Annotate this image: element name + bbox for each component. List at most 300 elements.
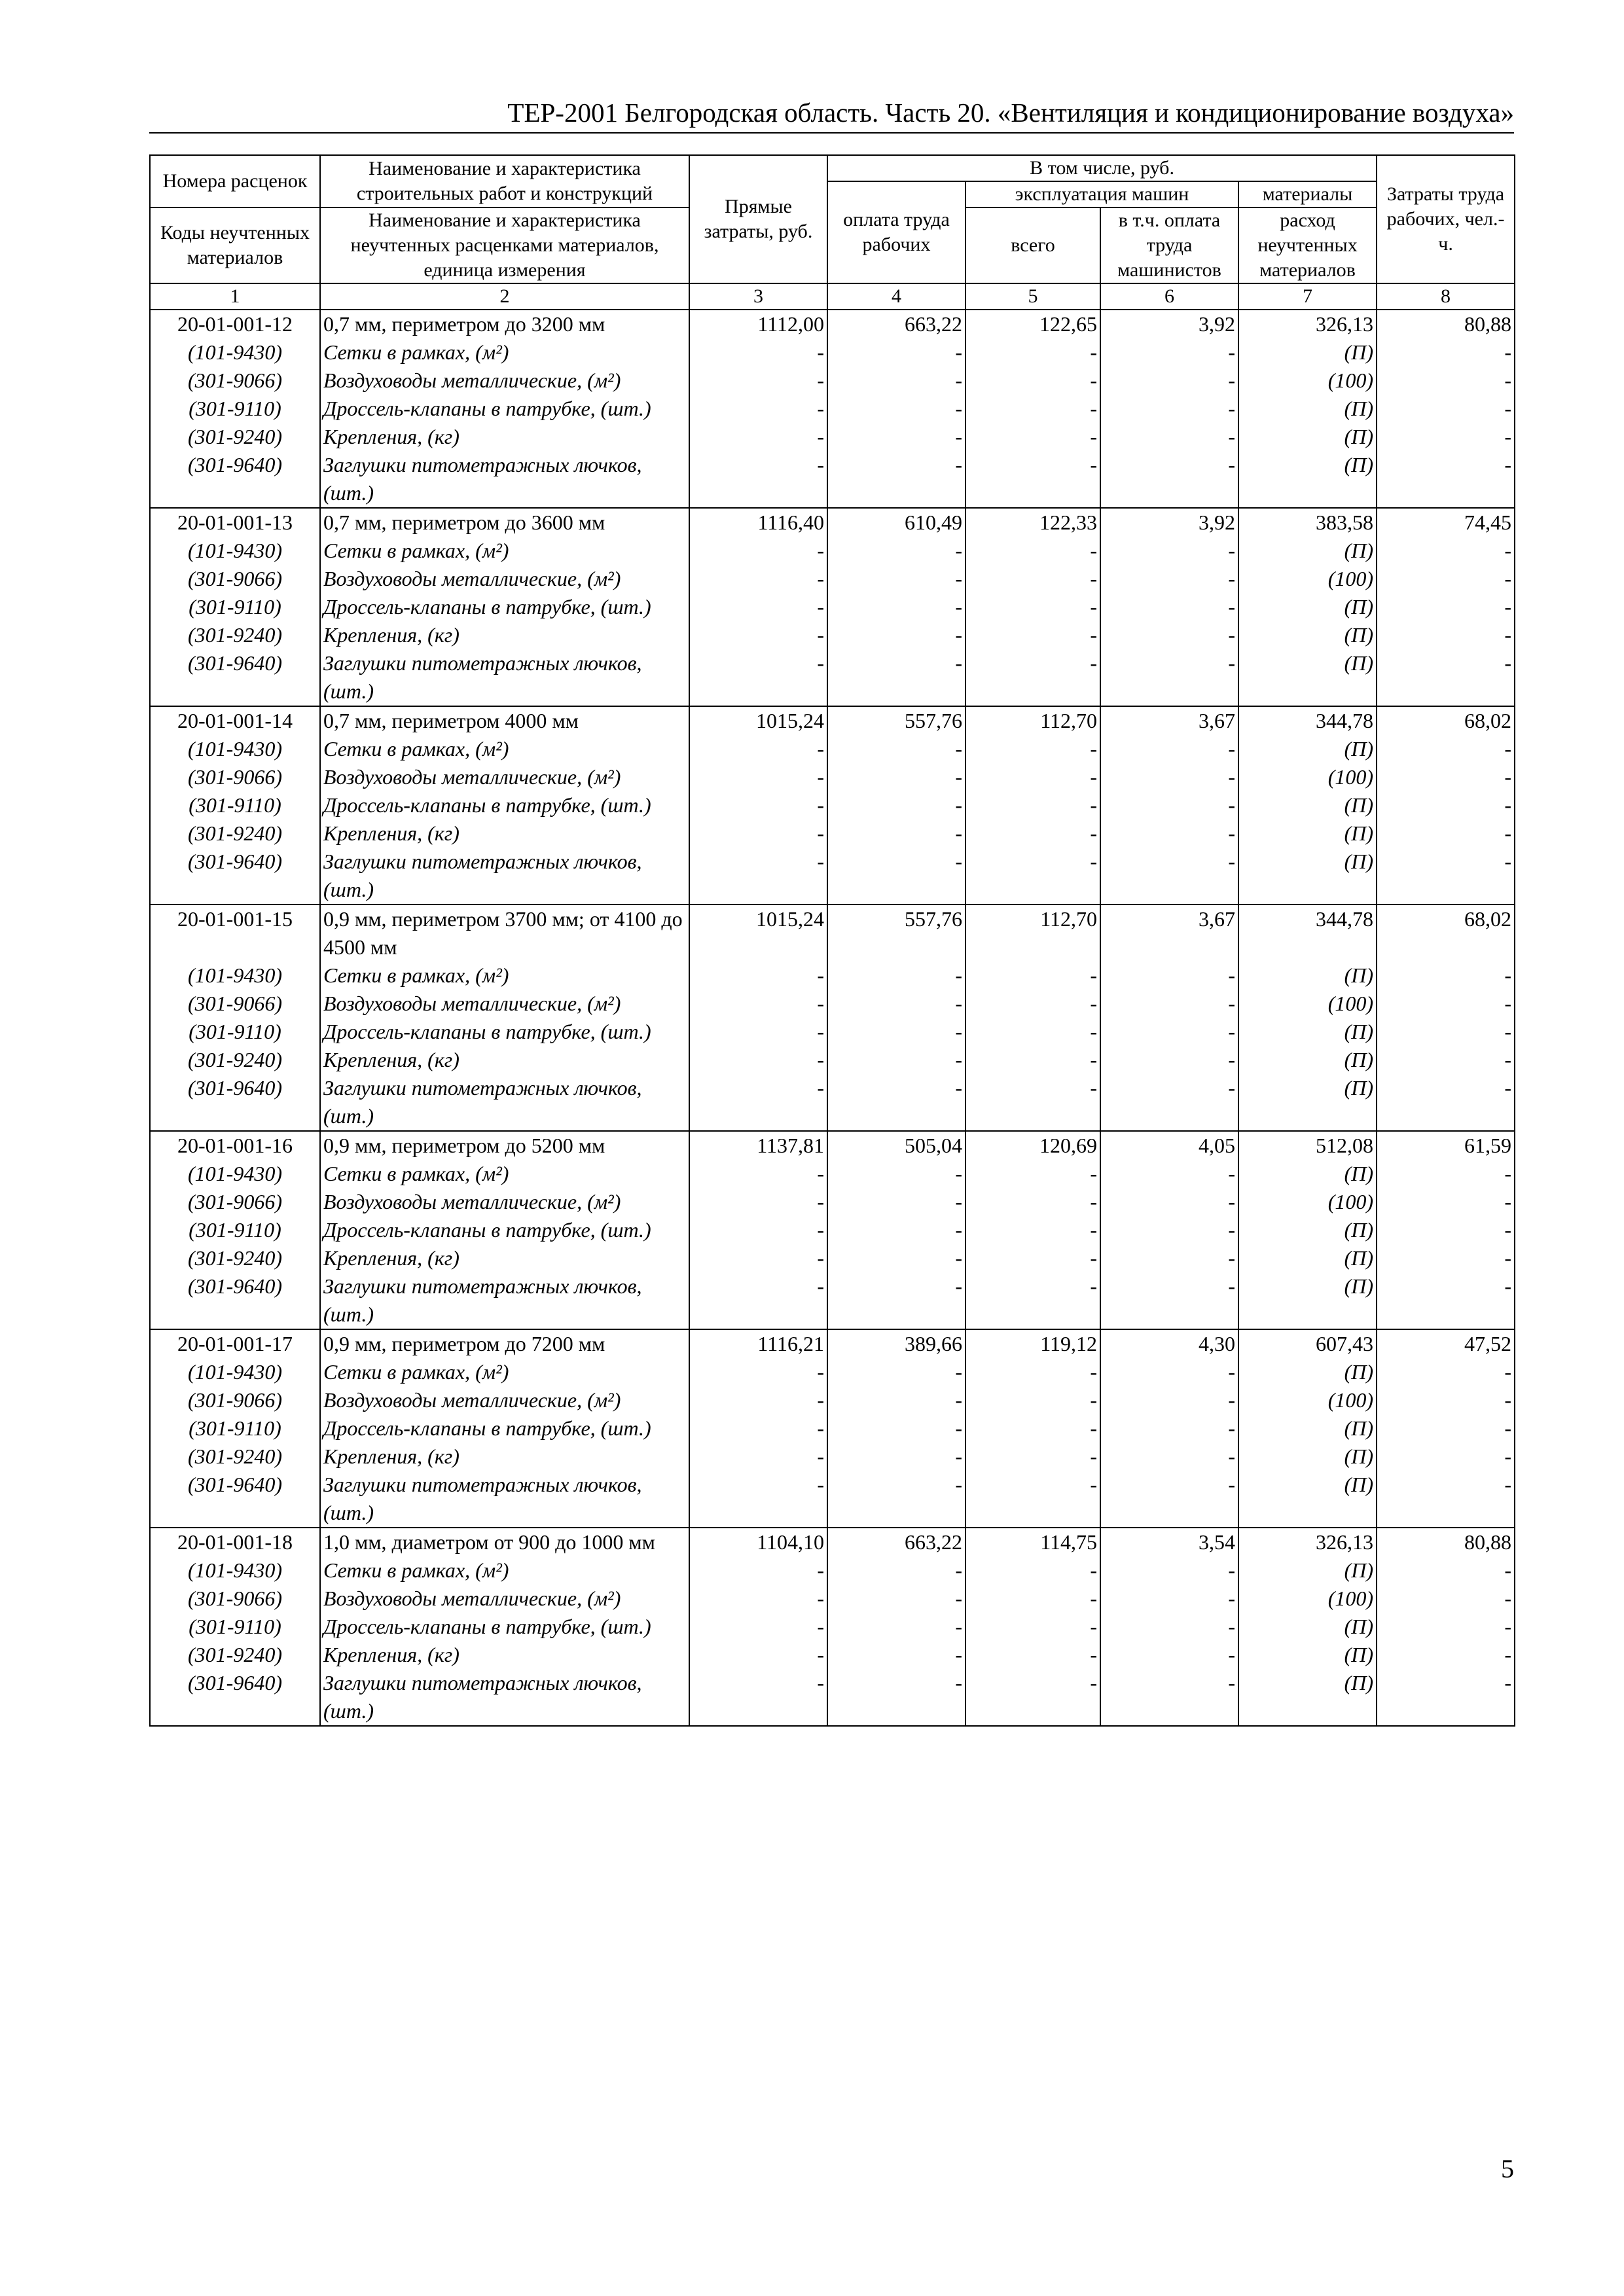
dash-cell: - — [965, 1018, 1100, 1046]
dash-cell: - — [827, 1160, 965, 1188]
dash-cell: - — [965, 990, 1100, 1018]
rate-code-cell: 20-01-001-12 — [150, 310, 320, 338]
dash-cell: - — [1377, 763, 1515, 791]
labor-hours-cell: 61,59 — [1377, 1131, 1515, 1160]
material-row — [150, 735, 1515, 763]
labor-pay-cell: 557,76 — [827, 905, 965, 961]
dash-cell: - — [1100, 763, 1238, 791]
dash-cell: - — [965, 1272, 1100, 1329]
dash-cell: - — [689, 1188, 827, 1216]
material-code-cell: (301-9240) — [150, 1443, 320, 1471]
material-row — [150, 1216, 1515, 1244]
dash-cell: - — [1377, 451, 1515, 508]
rate-row — [150, 1528, 1515, 1556]
dash-cell: - — [1100, 649, 1238, 706]
material-qty-cell: (П) — [1238, 423, 1377, 451]
rate-row — [150, 905, 1515, 961]
header-material-names: Наименование и характеристика неучтенных расценками материалов, единица измерения — [320, 207, 689, 283]
dash-cell: - — [827, 1414, 965, 1443]
dash-cell: - — [1377, 990, 1515, 1018]
materials-cell: 512,08 — [1238, 1131, 1377, 1160]
machines-total-cell: 114,75 — [965, 1528, 1100, 1556]
dash-cell: - — [1100, 1386, 1238, 1414]
rate-name-cell: 0,7 мм, периметром 4000 мм — [320, 706, 689, 735]
material-code-cell: (101-9430) — [150, 961, 320, 990]
material-code-cell: (301-9066) — [150, 565, 320, 593]
dash-cell: - — [965, 395, 1100, 423]
dash-cell: - — [1377, 735, 1515, 763]
material-name-cell: Сетки в рамках, (м²) — [320, 961, 689, 990]
dash-cell: - — [965, 565, 1100, 593]
material-qty-cell: (100) — [1238, 1188, 1377, 1216]
dash-cell: - — [965, 1216, 1100, 1244]
header-machines-group: эксплуатация машин — [965, 181, 1238, 207]
dash-cell: - — [965, 1358, 1100, 1386]
dash-cell: - — [965, 848, 1100, 905]
material-qty-cell: (П) — [1238, 621, 1377, 649]
material-name-cell: Заглушки питометражных лючков, (шт.) — [320, 649, 689, 706]
material-qty-cell: (П) — [1238, 593, 1377, 621]
material-qty-cell: (П) — [1238, 338, 1377, 367]
material-row — [150, 537, 1515, 565]
dash-cell: - — [689, 848, 827, 905]
direct-costs-cell: 1116,21 — [689, 1329, 827, 1358]
dash-cell: - — [965, 1046, 1100, 1074]
dash-cell: - — [689, 1414, 827, 1443]
dash-cell: - — [965, 367, 1100, 395]
column-number: 3 — [689, 283, 827, 310]
material-code-cell: (301-9110) — [150, 791, 320, 819]
material-row — [150, 848, 1515, 905]
material-row — [150, 338, 1515, 367]
dash-cell: - — [965, 1669, 1100, 1726]
material-qty-cell: (П) — [1238, 791, 1377, 819]
dash-cell: - — [689, 1641, 827, 1669]
material-name-cell: Воздуховоды металлические, (м²) — [320, 763, 689, 791]
dash-cell: - — [689, 565, 827, 593]
column-number: 7 — [1238, 283, 1377, 310]
dash-cell: - — [965, 735, 1100, 763]
dash-cell: - — [1100, 451, 1238, 508]
direct-costs-cell: 1112,00 — [689, 310, 827, 338]
rate-name-cell: 1,0 мм, диаметром от 900 до 1000 мм — [320, 1528, 689, 1556]
material-row — [150, 593, 1515, 621]
machines-total-cell: 122,33 — [965, 508, 1100, 537]
material-name-cell: Воздуховоды металлические, (м²) — [320, 1585, 689, 1613]
header-direct-costs: Прямые затраты, руб. — [689, 155, 827, 283]
rate-row — [150, 706, 1515, 735]
material-code-cell: (301-9110) — [150, 1018, 320, 1046]
material-row — [150, 395, 1515, 423]
material-row — [150, 1046, 1515, 1074]
dash-cell: - — [689, 395, 827, 423]
material-name-cell: Крепления, (кг) — [320, 423, 689, 451]
dash-cell: - — [827, 1358, 965, 1386]
dash-cell: - — [965, 1244, 1100, 1272]
dash-cell: - — [689, 1244, 827, 1272]
dash-cell: - — [827, 1188, 965, 1216]
material-code-cell: (301-9066) — [150, 367, 320, 395]
material-row — [150, 990, 1515, 1018]
dash-cell: - — [1100, 621, 1238, 649]
material-row — [150, 565, 1515, 593]
dash-cell: - — [689, 1613, 827, 1641]
dash-cell: - — [1377, 1358, 1515, 1386]
header-work-name: Наименование и характеристика строительных работ и конструкций — [320, 155, 689, 207]
material-qty-cell: (П) — [1238, 1613, 1377, 1641]
labor-hours-cell: 47,52 — [1377, 1329, 1515, 1358]
material-row — [150, 1244, 1515, 1272]
dash-cell: - — [1100, 848, 1238, 905]
dash-cell: - — [827, 1556, 965, 1585]
material-code-cell: (301-9110) — [150, 593, 320, 621]
material-qty-cell: (П) — [1238, 1160, 1377, 1188]
material-name-cell: Воздуховоды металлические, (м²) — [320, 1386, 689, 1414]
rate-code-cell: 20-01-001-17 — [150, 1329, 320, 1358]
dash-cell: - — [1100, 791, 1238, 819]
dash-cell: - — [1100, 1443, 1238, 1471]
material-qty-cell: (100) — [1238, 1386, 1377, 1414]
material-qty-cell: (П) — [1238, 537, 1377, 565]
rate-code-cell: 20-01-001-18 — [150, 1528, 320, 1556]
dash-cell: - — [1100, 1613, 1238, 1641]
labor-pay-cell: 505,04 — [827, 1131, 965, 1160]
rate-name-cell: 0,9 мм, периметром до 7200 мм — [320, 1329, 689, 1358]
dash-cell: - — [965, 1556, 1100, 1585]
rate-name-cell: 0,7 мм, периметром до 3200 мм — [320, 310, 689, 338]
dash-cell: - — [689, 621, 827, 649]
material-code-cell: (101-9430) — [150, 1358, 320, 1386]
dash-cell: - — [1100, 1471, 1238, 1528]
dash-cell: - — [689, 763, 827, 791]
labor-pay-cell: 389,66 — [827, 1329, 965, 1358]
dash-cell: - — [1100, 423, 1238, 451]
material-name-cell: Заглушки питометражных лючков, (шт.) — [320, 1074, 689, 1131]
dash-cell: - — [827, 649, 965, 706]
material-name-cell: Заглушки питометражных лючков, (шт.) — [320, 451, 689, 508]
material-code-cell: (101-9430) — [150, 338, 320, 367]
table-body — [150, 310, 1515, 1726]
machines-total-cell: 112,70 — [965, 706, 1100, 735]
material-row — [150, 1585, 1515, 1613]
column-number: 2 — [320, 283, 689, 310]
material-name-cell: Крепления, (кг) — [320, 819, 689, 848]
dash-cell: - — [965, 1585, 1100, 1613]
dash-cell: - — [1100, 1160, 1238, 1188]
material-qty-cell: (П) — [1238, 1074, 1377, 1131]
page-number: 5 — [1501, 2154, 1514, 2183]
rate-code-cell: 20-01-001-16 — [150, 1131, 320, 1160]
rate-name-cell: 0,9 мм, периметром 3700 мм; от 4100 до 4500 мм — [320, 905, 689, 961]
dash-cell: - — [1377, 1188, 1515, 1216]
dash-cell: - — [827, 1046, 965, 1074]
dash-cell: - — [1377, 565, 1515, 593]
dash-cell: - — [827, 1471, 965, 1528]
material-row — [150, 423, 1515, 451]
material-code-cell: (101-9430) — [150, 1556, 320, 1585]
material-row — [150, 1160, 1515, 1188]
dash-cell: - — [827, 961, 965, 990]
dash-cell: - — [689, 735, 827, 763]
dash-cell: - — [689, 1358, 827, 1386]
dash-cell: - — [965, 791, 1100, 819]
dash-cell: - — [827, 1074, 965, 1131]
material-row — [150, 1641, 1515, 1669]
material-name-cell: Сетки в рамках, (м²) — [320, 1556, 689, 1585]
material-code-cell: (101-9430) — [150, 537, 320, 565]
dash-cell: - — [827, 1272, 965, 1329]
dash-cell: - — [689, 593, 827, 621]
material-code-cell: (301-9640) — [150, 1669, 320, 1726]
material-row — [150, 1669, 1515, 1726]
materials-cell: 344,78 — [1238, 905, 1377, 961]
material-name-cell: Сетки в рамках, (м²) — [320, 338, 689, 367]
machinists-pay-cell: 3,92 — [1100, 310, 1238, 338]
material-qty-cell: (П) — [1238, 1216, 1377, 1244]
dash-cell: - — [965, 1188, 1100, 1216]
dash-cell: - — [965, 537, 1100, 565]
rate-code-cell: 20-01-001-13 — [150, 508, 320, 537]
machines-total-cell: 112,70 — [965, 905, 1100, 961]
dash-cell: - — [827, 537, 965, 565]
material-qty-cell: (П) — [1238, 1669, 1377, 1726]
dash-cell: - — [827, 1641, 965, 1669]
material-row — [150, 1358, 1515, 1386]
dash-cell: - — [689, 451, 827, 508]
material-code-cell: (301-9640) — [150, 1074, 320, 1131]
material-qty-cell: (П) — [1238, 1244, 1377, 1272]
dash-cell: - — [965, 961, 1100, 990]
material-name-cell: Дроссель-клапаны в патрубке, (шт.) — [320, 1018, 689, 1046]
rate-name-cell: 0,7 мм, периметром до 3600 мм — [320, 508, 689, 537]
material-row — [150, 621, 1515, 649]
material-qty-cell: (П) — [1238, 1414, 1377, 1443]
labor-hours-cell: 74,45 — [1377, 508, 1515, 537]
dash-cell: - — [827, 791, 965, 819]
dash-cell: - — [1377, 961, 1515, 990]
material-qty-cell: (П) — [1238, 1641, 1377, 1669]
dash-cell: - — [827, 423, 965, 451]
dash-cell: - — [1100, 593, 1238, 621]
material-name-cell: Заглушки питометражных лючков, (шт.) — [320, 1669, 689, 1726]
dash-cell: - — [1377, 338, 1515, 367]
dash-cell: - — [1100, 1046, 1238, 1074]
column-number: 4 — [827, 283, 965, 310]
dash-cell: - — [827, 735, 965, 763]
dash-cell: - — [827, 763, 965, 791]
dash-cell: - — [689, 1074, 827, 1131]
machines-total-cell: 122,65 — [965, 310, 1100, 338]
dash-cell: - — [827, 1386, 965, 1414]
rate-row — [150, 1329, 1515, 1358]
dash-cell: - — [1100, 819, 1238, 848]
dash-cell: - — [1377, 1046, 1515, 1074]
rate-name-cell: 0,9 мм, периметром до 5200 мм — [320, 1131, 689, 1160]
dash-cell: - — [965, 451, 1100, 508]
material-code-cell: (301-9240) — [150, 819, 320, 848]
rates-table — [149, 154, 1515, 1727]
dash-cell: - — [1377, 1018, 1515, 1046]
dash-cell: - — [965, 1386, 1100, 1414]
dash-cell: - — [1377, 1244, 1515, 1272]
material-code-cell: (301-9240) — [150, 423, 320, 451]
dash-cell: - — [1100, 395, 1238, 423]
header-rule — [149, 132, 1514, 134]
dash-cell: - — [1100, 338, 1238, 367]
dash-cell: - — [1100, 1556, 1238, 1585]
dash-cell: - — [1377, 423, 1515, 451]
dash-cell: - — [689, 1471, 827, 1528]
dash-cell: - — [689, 1272, 827, 1329]
material-name-cell: Сетки в рамках, (м²) — [320, 537, 689, 565]
dash-cell: - — [827, 593, 965, 621]
dash-cell: - — [1100, 1272, 1238, 1329]
dash-cell: - — [827, 1613, 965, 1641]
material-name-cell: Дроссель-клапаны в патрубке, (шт.) — [320, 593, 689, 621]
header-materials-group: материалы — [1238, 181, 1377, 207]
material-qty-cell: (П) — [1238, 649, 1377, 706]
material-name-cell: Крепления, (кг) — [320, 621, 689, 649]
dash-cell: - — [965, 1160, 1100, 1188]
dash-cell: - — [1377, 395, 1515, 423]
dash-cell: - — [827, 451, 965, 508]
dash-cell: - — [1100, 1018, 1238, 1046]
dash-cell: - — [689, 1585, 827, 1613]
material-code-cell: (301-9640) — [150, 848, 320, 905]
header-labor-pay: оплата труда рабочих — [827, 181, 965, 283]
material-row — [150, 1613, 1515, 1641]
dash-cell: - — [827, 1018, 965, 1046]
dash-cell: - — [965, 1471, 1100, 1528]
material-qty-cell: (П) — [1238, 735, 1377, 763]
material-code-cell: (301-9066) — [150, 763, 320, 791]
material-code-cell: (301-9640) — [150, 1272, 320, 1329]
dash-cell: - — [1100, 565, 1238, 593]
dash-cell: - — [1377, 1443, 1515, 1471]
material-name-cell: Заглушки питометражных лючков, (шт.) — [320, 1272, 689, 1329]
material-qty-cell: (100) — [1238, 565, 1377, 593]
material-row — [150, 1471, 1515, 1528]
material-name-cell: Воздуховоды металлические, (м²) — [320, 1188, 689, 1216]
header-machinists-pay: в т.ч. оплата труда машинистов — [1100, 207, 1238, 283]
material-code-cell: (301-9110) — [150, 1216, 320, 1244]
column-number: 1 — [150, 283, 320, 310]
dash-cell: - — [1100, 367, 1238, 395]
material-code-cell: (301-9240) — [150, 1046, 320, 1074]
dash-cell: - — [827, 1585, 965, 1613]
rate-code-cell: 20-01-001-14 — [150, 706, 320, 735]
dash-cell: - — [1377, 1471, 1515, 1528]
header-materials-consumption: расход неучтенных материалов — [1238, 207, 1377, 283]
dash-cell: - — [1377, 1074, 1515, 1131]
material-code-cell: (301-9640) — [150, 451, 320, 508]
column-number: 8 — [1377, 283, 1515, 310]
dash-cell: - — [1100, 1244, 1238, 1272]
material-name-cell: Заглушки питометражных лючков, (шт.) — [320, 1471, 689, 1528]
material-code-cell: (301-9240) — [150, 621, 320, 649]
header-rate-numbers: Номера расценок — [150, 155, 320, 207]
dash-cell: - — [1100, 1358, 1238, 1386]
material-qty-cell: (П) — [1238, 451, 1377, 508]
dash-cell: - — [1377, 1585, 1515, 1613]
dash-cell: - — [1377, 1613, 1515, 1641]
dash-cell: - — [689, 367, 827, 395]
column-number: 5 — [965, 283, 1100, 310]
material-qty-cell: (П) — [1238, 1272, 1377, 1329]
dash-cell: - — [827, 1443, 965, 1471]
material-qty-cell: (П) — [1238, 848, 1377, 905]
material-row — [150, 649, 1515, 706]
material-qty-cell: (П) — [1238, 1018, 1377, 1046]
material-row — [150, 1443, 1515, 1471]
dash-cell: - — [1100, 1414, 1238, 1443]
dash-cell: - — [965, 423, 1100, 451]
dash-cell: - — [827, 367, 965, 395]
material-qty-cell: (П) — [1238, 961, 1377, 990]
material-row — [150, 763, 1515, 791]
material-row — [150, 1018, 1515, 1046]
dash-cell: - — [1377, 621, 1515, 649]
labor-pay-cell: 557,76 — [827, 706, 965, 735]
dash-cell: - — [689, 1443, 827, 1471]
dash-cell: - — [689, 819, 827, 848]
page-header-title: ТЕР-2001 Белгородская область. Часть 20. «Вентиляция и кондиционирование воздуха» — [507, 98, 1514, 128]
dash-cell: - — [1100, 1585, 1238, 1613]
dash-cell: - — [1100, 1216, 1238, 1244]
materials-cell: 383,58 — [1238, 508, 1377, 537]
rate-row — [150, 310, 1515, 338]
header-column-numbers — [150, 283, 1515, 310]
dash-cell: - — [1377, 1386, 1515, 1414]
dash-cell: - — [1377, 593, 1515, 621]
dash-cell: - — [1100, 1669, 1238, 1726]
material-qty-cell: (100) — [1238, 763, 1377, 791]
machinists-pay-cell: 3,54 — [1100, 1528, 1238, 1556]
material-qty-cell: (П) — [1238, 1443, 1377, 1471]
dash-cell: - — [1377, 1556, 1515, 1585]
material-name-cell: Дроссель-клапаны в патрубке, (шт.) — [320, 1613, 689, 1641]
machinists-pay-cell: 4,30 — [1100, 1329, 1238, 1358]
material-code-cell: (301-9640) — [150, 649, 320, 706]
material-name-cell: Дроссель-клапаны в патрубке, (шт.) — [320, 791, 689, 819]
dash-cell: - — [1100, 735, 1238, 763]
material-code-cell: (301-9110) — [150, 395, 320, 423]
material-code-cell: (301-9640) — [150, 1471, 320, 1528]
dash-cell: - — [1377, 1216, 1515, 1244]
dash-cell: - — [965, 338, 1100, 367]
material-code-cell: (301-9110) — [150, 1414, 320, 1443]
dash-cell: - — [827, 1669, 965, 1726]
material-code-cell: (101-9430) — [150, 1160, 320, 1188]
header-labor-hours: Затраты труда рабочих, чел.-ч. — [1377, 155, 1515, 283]
material-qty-cell: (100) — [1238, 367, 1377, 395]
material-qty-cell: (П) — [1238, 1471, 1377, 1528]
dash-cell: - — [965, 1414, 1100, 1443]
dash-cell: - — [689, 961, 827, 990]
machines-total-cell: 119,12 — [965, 1329, 1100, 1358]
dash-cell: - — [1377, 537, 1515, 565]
material-row — [150, 791, 1515, 819]
dash-cell: - — [1100, 1188, 1238, 1216]
dash-cell: - — [1377, 1414, 1515, 1443]
material-name-cell: Дроссель-клапаны в патрубке, (шт.) — [320, 395, 689, 423]
material-name-cell: Крепления, (кг) — [320, 1244, 689, 1272]
dash-cell: - — [827, 565, 965, 593]
material-code-cell: (301-9066) — [150, 1188, 320, 1216]
dash-cell: - — [689, 1386, 827, 1414]
dash-cell: - — [965, 621, 1100, 649]
material-qty-cell: (100) — [1238, 990, 1377, 1018]
